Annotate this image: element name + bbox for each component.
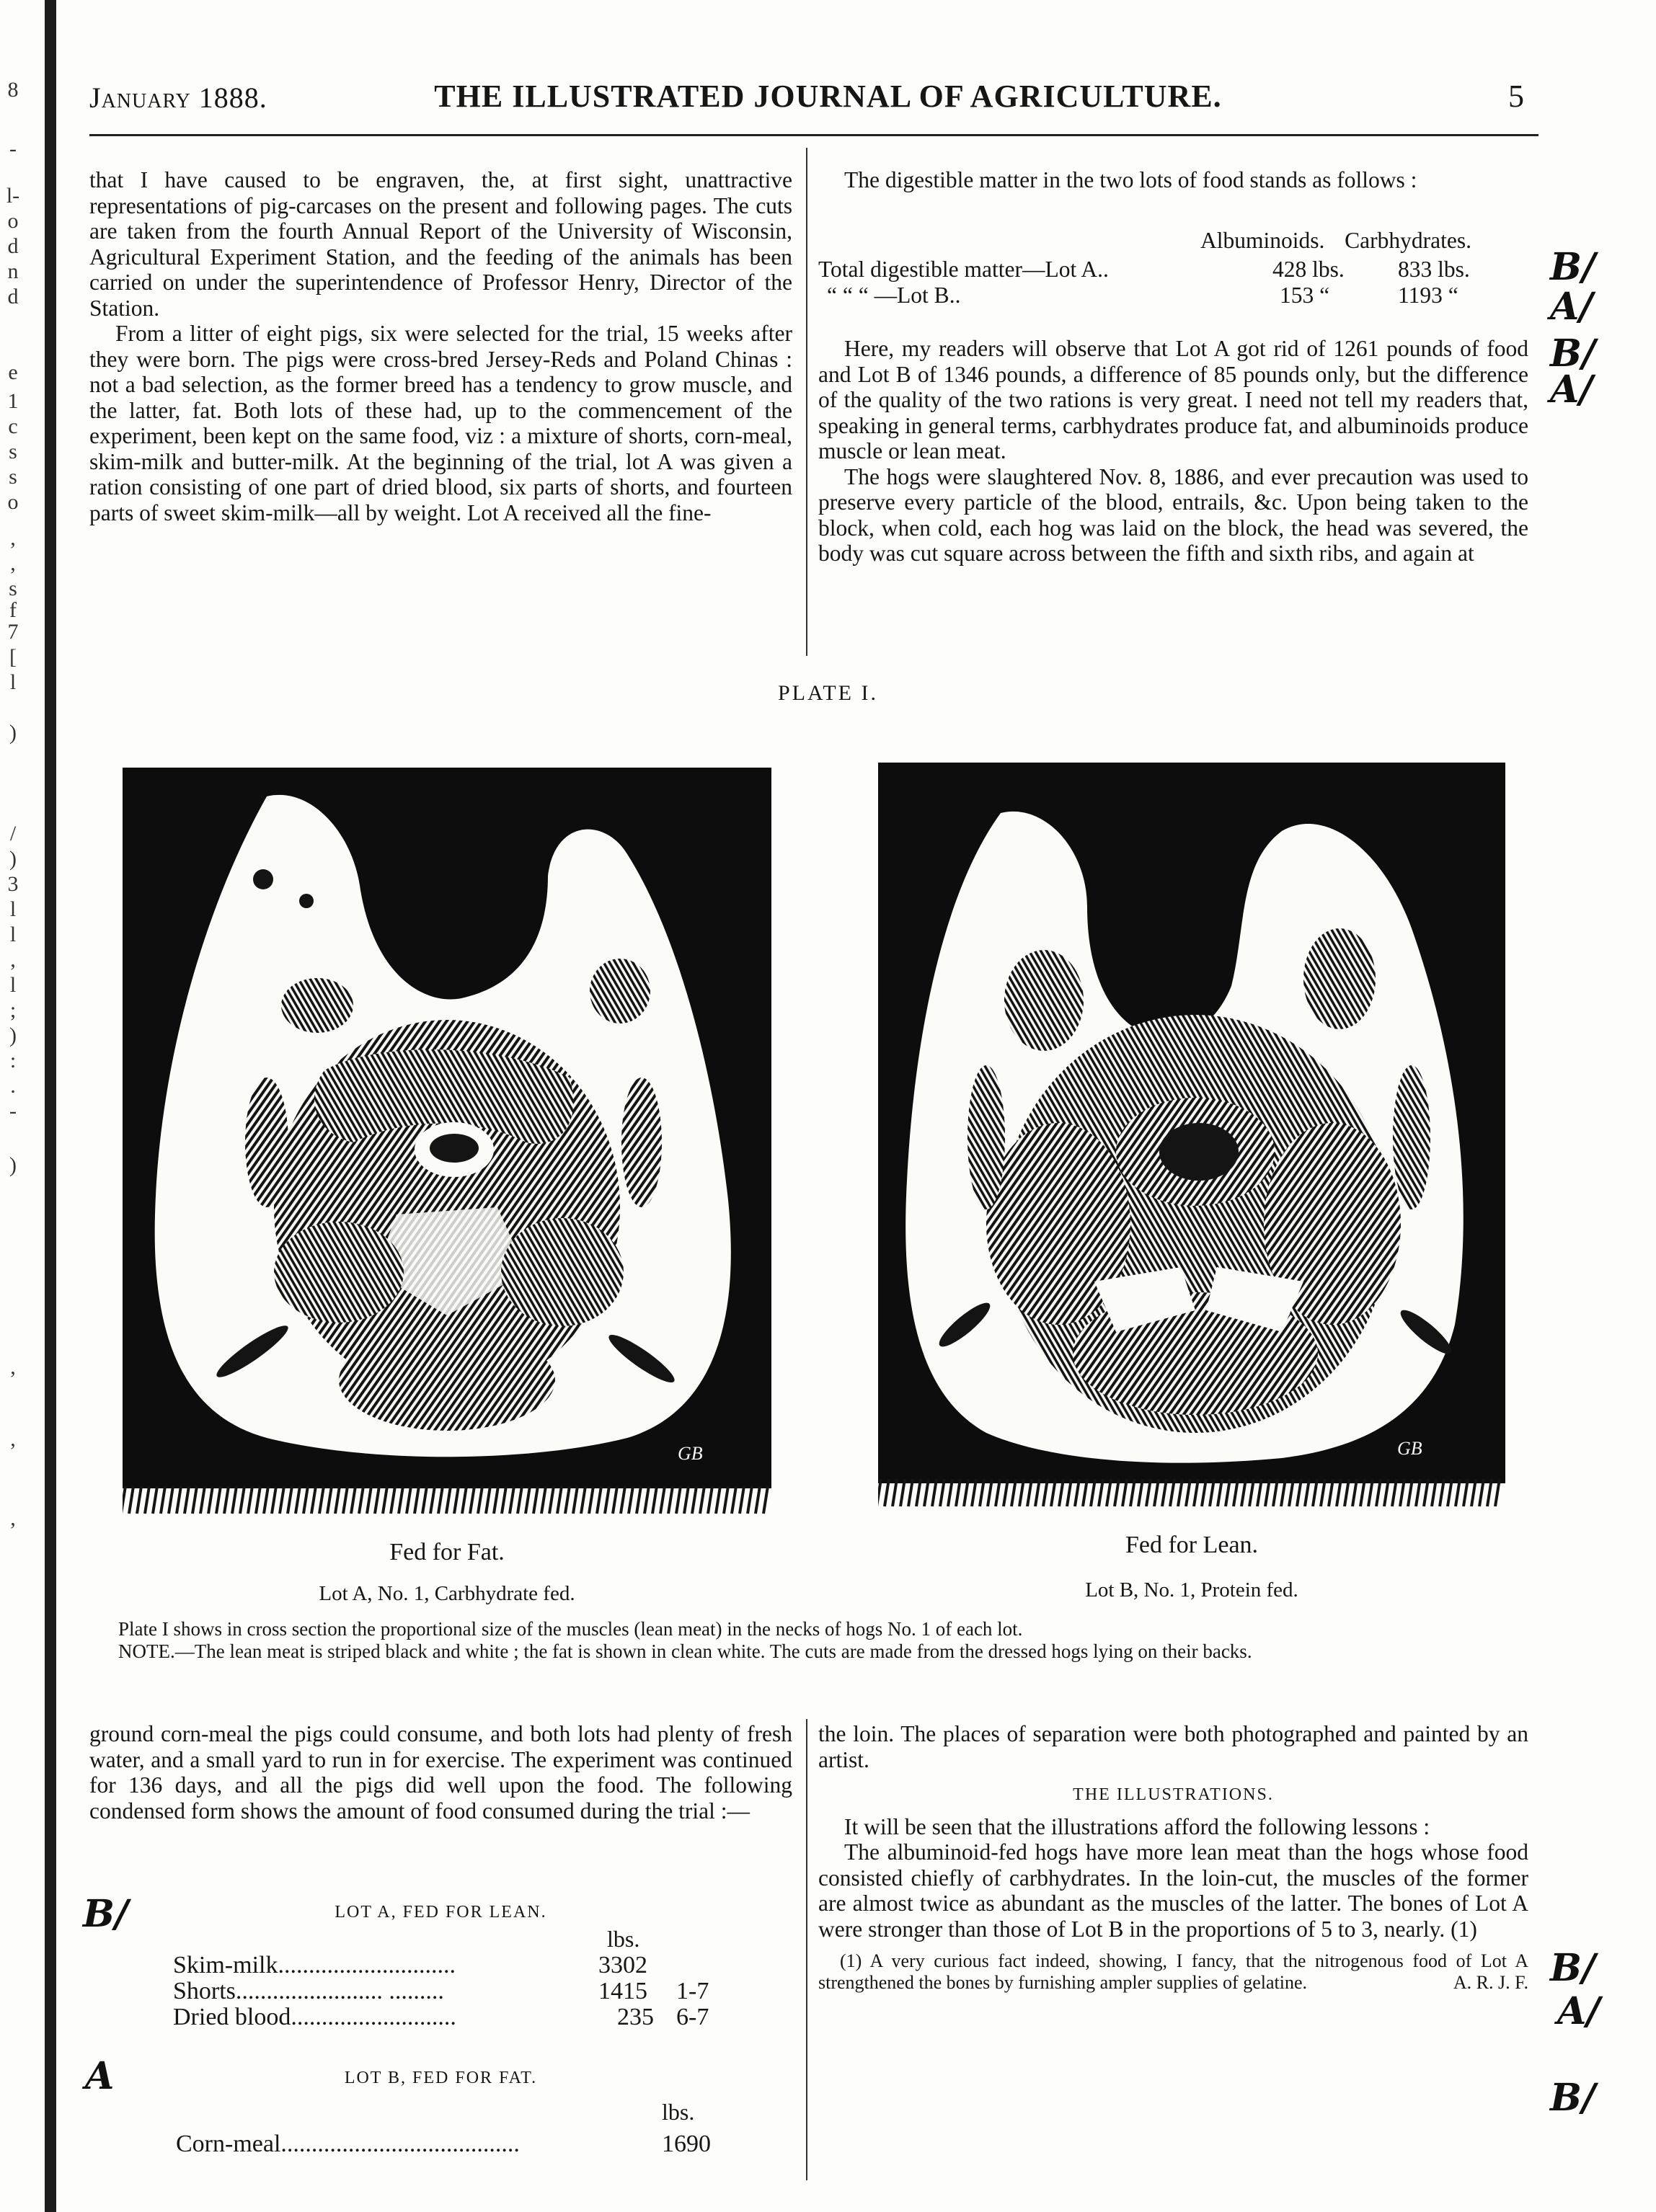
hatch-line <box>1432 1479 1436 1506</box>
footnote <box>818 1950 1528 1994</box>
hatch-line <box>1289 1479 1293 1506</box>
hatch-line <box>1440 1479 1444 1506</box>
hatch-line <box>216 1486 221 1514</box>
margin-fragment: s <box>9 465 17 489</box>
hatch-line <box>1376 1479 1381 1506</box>
paragraph: ground corn-meal the pigs could consume, and both lots had plenty of fresh water, and a small yard to run in for exercise. The experiment was continued for 136 days, and all the pigs did well upon the food. The following condensed form shows the amount of food consumed during the trial :— <box>89 1721 792 1824</box>
handwritten-mark: B/ <box>1550 2076 1595 2120</box>
margin-fragment: ; <box>9 998 17 1022</box>
hatch-line <box>375 1486 379 1514</box>
food-fraction: 6-7 <box>676 2004 709 2030</box>
column-header-carbhydrates: Carbhydrates. <box>1345 228 1471 253</box>
hatch-line <box>724 1486 728 1514</box>
food-amount: 235 <box>617 2004 654 2030</box>
hatch-line <box>1130 1479 1135 1506</box>
header-rule <box>89 134 1538 136</box>
hatch-line <box>359 1486 363 1514</box>
food-item: Shorts........................ ......... <box>173 1978 444 2004</box>
bottom-left-column <box>89 1721 792 1824</box>
hatch-line <box>948 1479 952 1506</box>
plate-note <box>89 1618 1531 1663</box>
margin-fragment: ) <box>9 721 17 745</box>
margin-fragment: / <box>9 822 17 845</box>
margin-fragment: d <box>7 285 19 308</box>
hatch-line <box>980 1479 984 1506</box>
hatch-line <box>932 1479 937 1506</box>
hatch-line <box>541 1486 546 1514</box>
binding-strip <box>45 0 56 2212</box>
margin-fragment: o <box>7 490 19 514</box>
margin-fragment: l <box>9 923 17 946</box>
hatch-line <box>518 1486 522 1514</box>
hatch-line <box>327 1486 332 1514</box>
hatch-line <box>1091 1479 1095 1506</box>
hatch-line <box>1011 1479 1016 1506</box>
lot-lean-heading: LOT A, FED FOR LEAN. <box>335 1903 547 1922</box>
journal-title: THE ILLUSTRATED JOURNAL OF AGRICULTURE. <box>434 79 1222 114</box>
hatch-line <box>422 1486 427 1514</box>
handwritten-mark: B/ <box>1550 245 1595 289</box>
carbhydrates-cell: 833 lbs. <box>1398 257 1470 282</box>
margin-fragment: o <box>7 209 19 233</box>
carbhydrates-cell: 1193 “ <box>1398 283 1458 308</box>
margin-fragment: , <box>10 551 16 575</box>
hatch-line <box>1400 1479 1404 1506</box>
handwritten-mark: A/ <box>1550 368 1593 412</box>
margin-fragment: . <box>10 1074 16 1098</box>
footnote-text: (1) A very curious fact indeed, showing, I fancy, that the nitrogenous food of Lot A strengthened the bones by furnishing ampler supplies of gelatine. <box>818 1950 1528 1993</box>
figure-subcaption: Lot A, No. 1, Carbhydrate fed. <box>319 1582 575 1605</box>
hatch-line <box>200 1486 205 1514</box>
food-amount: 1415 <box>598 1978 647 2004</box>
hatch-line <box>1075 1479 1079 1506</box>
hatch-line <box>1115 1479 1119 1506</box>
hatch-line <box>645 1486 649 1514</box>
hatch-line <box>1345 1479 1349 1506</box>
margin-fragment: s <box>9 577 17 600</box>
hatch-line <box>1218 1479 1222 1506</box>
hatch-line <box>972 1479 976 1506</box>
margin-fragment: ) <box>9 847 17 871</box>
hatch-line <box>1456 1479 1460 1506</box>
margin-fragment: e <box>8 360 18 384</box>
hatch-line <box>684 1486 688 1514</box>
hatch-line <box>232 1486 236 1514</box>
hatch-line <box>900 1479 905 1506</box>
hatch-line <box>557 1486 562 1514</box>
table-header <box>1200 228 1471 254</box>
food-amount: 1690 <box>662 2131 711 2157</box>
paragraph: It will be seen that the illustrations afford the following lessons : <box>844 1813 1430 1839</box>
engraver-signature: GB <box>678 1443 703 1464</box>
bottom-column-divider <box>806 1719 807 2180</box>
hatch-line <box>510 1486 514 1514</box>
hatch-line <box>1408 1479 1412 1506</box>
hatch-line <box>343 1486 347 1514</box>
hatch-line <box>756 1486 760 1514</box>
hatch-line <box>264 1486 268 1514</box>
hatch-line <box>1448 1479 1452 1506</box>
margin-fragment: 1 <box>7 389 19 413</box>
hatch-line <box>988 1479 992 1506</box>
hatch-line <box>1059 1479 1063 1506</box>
hatch-line <box>1368 1479 1373 1506</box>
hatch-line <box>208 1486 213 1514</box>
hatch-line <box>565 1486 570 1514</box>
top-column-divider <box>806 148 807 656</box>
row-label: Total digestible matter—Lot A.. <box>818 257 1109 282</box>
hatch-line <box>1281 1479 1285 1506</box>
hatch-line <box>1004 1479 1008 1506</box>
hatch-line <box>123 1486 125 1514</box>
hatch-line <box>1035 1479 1040 1506</box>
hatch-line <box>1154 1479 1159 1506</box>
hatch-line <box>1067 1479 1071 1506</box>
hatch-line <box>391 1486 395 1514</box>
hatch-line <box>486 1486 490 1514</box>
pig-cross-section-lean <box>878 763 1505 1512</box>
hatch-line <box>1043 1479 1048 1506</box>
footnote-signature: A. R. J. F. <box>1453 1972 1528 1993</box>
paragraph: that I have caused to be engraven, the, at first sight, unattractive representations of pig-carcases on the present and following pages. The cuts are taken from the fourth Annual Report of the University of Wisconsin, Agricultural Experiment Station, and the feeding of the animals has been carried on under the superintendence of Professor Henry, Director of the Station. <box>89 167 792 321</box>
hatch-line <box>660 1486 665 1514</box>
margin-fragment: - <box>9 137 17 161</box>
paragraph: The albuminoid-fed hogs have more lean meat than the hogs whose food consisted chiefly of carbhydrates. In the loin-cut, the muscles of the former are almost twice as abundant as the muscles of the latter. The bones of Lot A were stronger than those of Lot B in the proportions of 5 to 3, nearly. (1) <box>818 1839 1528 1942</box>
hatch-line <box>597 1486 601 1514</box>
lot-fat-unit: lbs. <box>662 2099 695 2125</box>
margin-fragment: f <box>9 598 17 622</box>
hatch-line <box>494 1486 498 1514</box>
hatch-line <box>716 1486 720 1514</box>
hatch-line <box>692 1486 696 1514</box>
hatch-line <box>462 1486 466 1514</box>
hatch-line <box>1123 1479 1127 1506</box>
hatch-line <box>161 1486 165 1514</box>
hatch-line <box>581 1486 585 1514</box>
hatch-line <box>732 1486 736 1514</box>
margin-fragment: [ <box>9 645 17 669</box>
hatch-line <box>478 1486 482 1514</box>
hatch-line <box>1170 1479 1174 1506</box>
hatch-line <box>1487 1479 1492 1506</box>
margin-fragment: , <box>10 1506 16 1530</box>
paragraph: The digestible matter in the two lots of food stands as follows : <box>844 167 1417 192</box>
margin-fragment: c <box>8 414 18 438</box>
handwritten-mark: B/ <box>1550 332 1595 376</box>
column-header-albuminoids: Albuminoids. <box>1200 228 1325 253</box>
handwritten-mark: A/ <box>1557 1989 1600 2033</box>
top-left-column <box>89 167 792 525</box>
hatch-line <box>415 1486 419 1514</box>
hatch-line <box>1321 1479 1325 1506</box>
hatch-line <box>430 1486 435 1514</box>
margin-fragment: : <box>9 1049 17 1072</box>
hatch-line <box>1471 1479 1476 1506</box>
hatch-line <box>145 1486 149 1514</box>
hatch-line <box>288 1486 292 1514</box>
hatch-line <box>1416 1479 1420 1506</box>
hatch-line <box>1297 1479 1301 1506</box>
hatch-line <box>1329 1479 1333 1506</box>
digestible-matter-table <box>818 223 1528 310</box>
hatch-line <box>916 1479 921 1506</box>
hatch-line <box>526 1486 530 1514</box>
margin-fragment: , <box>10 1427 16 1451</box>
margin-fragment: 7 <box>7 620 19 644</box>
hatch-line <box>1352 1479 1357 1506</box>
lot-lean-unit: lbs. <box>607 1926 640 1952</box>
hatch-line <box>1210 1479 1214 1506</box>
food-item: Dried blood........................... <box>173 2004 456 2030</box>
handwritten-mark: B/ <box>1550 1946 1595 1990</box>
hatch-line <box>272 1486 276 1514</box>
hatch-line <box>1027 1479 1032 1506</box>
hatch-line <box>573 1486 577 1514</box>
hatch-line <box>1138 1479 1143 1506</box>
hatch-line <box>1273 1479 1278 1506</box>
paragraph: the loin. The places of separation were both photographed and painted by an artist. <box>818 1721 1528 1772</box>
hatch-line <box>533 1486 538 1514</box>
hatch-line <box>1051 1479 1055 1506</box>
hatch-line <box>240 1486 244 1514</box>
margin-fragment: l- <box>6 184 20 208</box>
hatch-line <box>1178 1479 1182 1506</box>
hatch-line <box>399 1486 403 1514</box>
hatch-line <box>878 1479 881 1506</box>
hatch-line <box>1265 1479 1270 1506</box>
hatch-line <box>169 1486 173 1514</box>
header-date: January 1888. <box>89 81 267 114</box>
hatch-line <box>700 1486 704 1514</box>
hatch-line <box>652 1486 657 1514</box>
hatch-line <box>885 1479 889 1506</box>
hatch-line <box>1313 1479 1317 1506</box>
food-item: Corn-meal....................................... <box>176 2131 520 2157</box>
hatch-line <box>964 1479 968 1506</box>
hatch-line <box>1305 1479 1309 1506</box>
hatch-line <box>748 1486 752 1514</box>
hatch-line <box>1226 1479 1230 1506</box>
paragraph: Here, my readers will observe that Lot A got rid of 1261 pounds of food and Lot B of 1346 pounds, a difference of 85 pounds only, but the difference of the quality of the two rations is very great. I need not tell my readers that, speaking in general terms, carbhydrates produce fat, and albuminoids produce muscle or lean meat. <box>818 336 1528 463</box>
margin-fragment: n <box>7 259 19 283</box>
hatch-line <box>304 1486 308 1514</box>
margin-fragment: , <box>10 948 16 972</box>
hatch-line <box>621 1486 625 1514</box>
hatch-line <box>311 1486 316 1514</box>
table-row <box>818 257 1109 283</box>
plate-title: PLATE I. <box>778 681 878 705</box>
hatch-line <box>177 1486 181 1514</box>
margin-fragment: l <box>9 670 17 694</box>
hatch-line <box>351 1486 355 1514</box>
hatch-line <box>1479 1479 1484 1506</box>
top-right-column <box>818 167 1528 193</box>
hatch-line <box>1337 1479 1341 1506</box>
hatch-line <box>908 1479 913 1506</box>
hatch-line <box>676 1486 681 1514</box>
food-fraction: 1-7 <box>676 1978 709 2004</box>
table-row <box>827 283 960 308</box>
hatch-line <box>185 1486 189 1514</box>
hatch-line <box>1146 1479 1151 1506</box>
lot-fat-heading: LOT B, FED FOR FAT. <box>344 2069 538 2087</box>
margin-fragment: 3 <box>7 872 19 896</box>
hatch-line <box>1202 1479 1206 1506</box>
hatch-line <box>940 1479 944 1506</box>
hatch-line <box>256 1486 260 1514</box>
margin-fragments <box>0 0 29 2212</box>
albuminoids-cell: 153 “ <box>1280 283 1330 308</box>
hatch-line <box>1099 1479 1103 1506</box>
handwritten-mark: B/ <box>83 1892 128 1936</box>
paragraph: From a litter of eight pigs, six were selected for the trial, 15 weeks after they were born. The pigs were cross-bred Jersey-Reds and Poland Chinas : not a bad selection, as the former breed has a tendency to grow muscle, and the latter, fat. Both lots of these had, up to the commencement of the experiment, been kept on the same food, viz : a mixture of shorts, corn-meal, skim-milk and butter-milk. At the beginning of the trial, lot A was given a ration consisting of one part of dried blood, six parts of shorts, and fourteen parts of sweet skim-milk—all by weight. Lot A received all the fine- <box>89 321 792 525</box>
hatch-line <box>1424 1479 1428 1506</box>
handwritten-mark: A/ <box>1550 285 1593 329</box>
hatch-line <box>763 1486 768 1514</box>
food-amount: 3302 <box>598 1952 647 1978</box>
hatch-line <box>1384 1479 1389 1506</box>
hatch-line <box>549 1486 554 1514</box>
plate-note-line: Plate I shows in cross section the proportional size of the muscles (lean meat) in the necks of hogs No. 1 of each lot. <box>118 1618 1023 1640</box>
hatch-line <box>129 1486 133 1514</box>
engraver-signature: GB <box>1397 1438 1422 1459</box>
page-number: 5 <box>1508 79 1524 114</box>
handwritten-mark: A <box>85 2054 115 2098</box>
hatch-line <box>1107 1479 1111 1506</box>
hatch-line <box>1194 1479 1198 1506</box>
bottom-right-column <box>818 1721 1528 1994</box>
hatch-line <box>1392 1479 1396 1506</box>
margin-fragment: , <box>10 526 16 550</box>
hatch-line <box>1083 1479 1087 1506</box>
hatch-line <box>996 1479 1000 1506</box>
hatch-line <box>1257 1479 1262 1506</box>
hatch-line <box>335 1486 340 1514</box>
hatch-line <box>470 1486 474 1514</box>
figure-caption: Fed for Fat. <box>389 1539 505 1565</box>
food-item: Skim-milk............................. <box>173 1952 456 1978</box>
hatch-line <box>605 1486 609 1514</box>
hatch-line <box>153 1486 157 1514</box>
hatch-line <box>137 1486 141 1514</box>
hatch-line <box>192 1486 197 1514</box>
hatch-line <box>637 1486 641 1514</box>
albuminoids-cell: 428 lbs. <box>1272 257 1345 282</box>
margin-fragment: ) <box>9 1153 17 1177</box>
hatch-line <box>740 1486 744 1514</box>
hatch-line <box>367 1486 371 1514</box>
hatch-line <box>893 1479 897 1506</box>
hatch-line <box>1162 1479 1166 1506</box>
hatch-line <box>383 1486 387 1514</box>
pig-cross-section-fat <box>123 768 771 1524</box>
hatch-line <box>924 1479 929 1506</box>
hatch-line <box>629 1486 633 1514</box>
hatch-line <box>1186 1479 1190 1506</box>
hatch-line <box>296 1486 300 1514</box>
hatch-line <box>248 1486 252 1514</box>
hatch-line <box>1234 1479 1238 1506</box>
margin-fragment: s <box>9 440 17 463</box>
hatch-line <box>407 1486 411 1514</box>
figure-subcaption: Lot B, No. 1, Protein fed. <box>1085 1578 1298 1602</box>
margin-fragment: l <box>9 897 17 921</box>
hatch-line <box>438 1486 443 1514</box>
figure-caption: Fed for Lean. <box>1125 1532 1259 1558</box>
paragraph: The hogs were slaughtered Nov. 8, 1886, and ever precaution was used to preserve every particle of the blood, entrails, &c. Upon being taken to the block, when cold, each hog was laid on the block, the head was severed, the body was cut square across between the fifth and sixth ribs, and again at <box>818 463 1528 566</box>
hatch-line <box>280 1486 284 1514</box>
hatch-line <box>1360 1479 1365 1506</box>
hatch-line <box>454 1486 459 1514</box>
hatch-line <box>708 1486 712 1514</box>
plate-note-line: NOTE.—The lean meat is striped black and white ; the fat is shown in clean white. The cuts are made from the dressed hogs lying on their backs. <box>118 1640 1252 1662</box>
hatch-line <box>1019 1479 1024 1506</box>
hatch-line <box>1249 1479 1254 1506</box>
margin-fragment: l <box>9 973 17 997</box>
hatch-line <box>668 1486 673 1514</box>
row-label: “ “ “ —Lot B.. <box>827 283 961 308</box>
hatch-line <box>224 1486 229 1514</box>
hatch-line <box>589 1486 593 1514</box>
hatch-line <box>613 1486 617 1514</box>
plate-base-hatching <box>123 1485 771 1517</box>
hatch-line <box>1241 1479 1246 1506</box>
hatch-line <box>1464 1479 1468 1506</box>
margin-fragment: , <box>10 1355 16 1379</box>
margin-fragment: - <box>9 1099 17 1123</box>
margin-fragment: d <box>7 234 19 258</box>
hatch-line <box>956 1479 960 1506</box>
plate-base-hatching <box>878 1478 1505 1510</box>
margin-fragment: ) <box>9 1023 17 1047</box>
top-right-column-body <box>818 336 1528 567</box>
hatch-line <box>319 1486 324 1514</box>
hatch-line <box>502 1486 506 1514</box>
hatch-line <box>446 1486 451 1514</box>
section-heading: THE ILLUSTRATIONS. <box>1073 1785 1274 1804</box>
hatch-line <box>1495 1479 1500 1506</box>
margin-fragment: 8 <box>7 78 19 102</box>
